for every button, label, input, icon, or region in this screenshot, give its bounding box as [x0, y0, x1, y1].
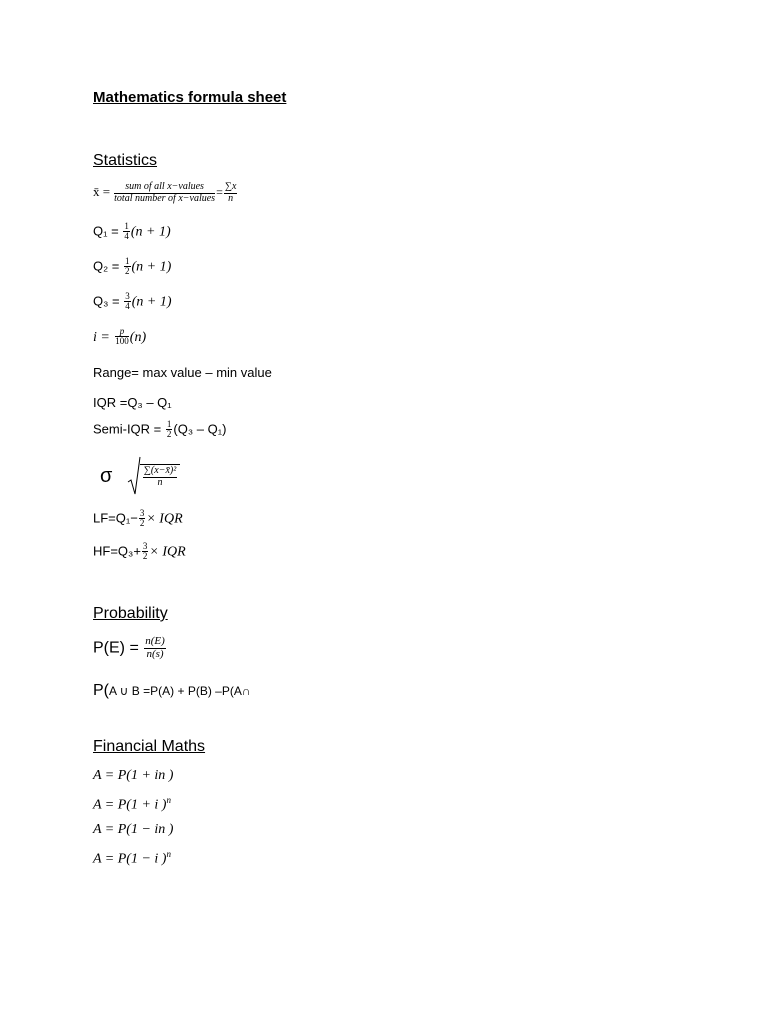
q2-formula: [93, 257, 171, 277]
q2-num: 1: [125, 256, 130, 266]
statistics-heading: Statistics: [93, 152, 158, 169]
semi-iqr-fraction: [166, 420, 173, 440]
q2-rest: (n + 1): [131, 259, 172, 275]
hf-den: 2: [142, 551, 148, 562]
f4-exponent: n: [166, 849, 171, 859]
probability-heading: Probability: [93, 605, 168, 622]
q3-fraction: [124, 292, 131, 312]
iqr-formula: IQR =Q₃ – Q₁: [93, 395, 172, 410]
semi-iqr-label: Semi-IQR =: [93, 421, 162, 437]
pe-formula: [93, 636, 167, 660]
pe-label: P(E) =: [93, 639, 139, 657]
union-prefix: P(: [93, 682, 109, 699]
mean-equals: =: [216, 184, 223, 199]
i-num: p: [115, 327, 129, 337]
q1-formula: [93, 222, 171, 242]
mean-lhs: x̄ =: [93, 183, 111, 199]
union-rest: A ∪ B =P(A) + P(B) –P(A∩: [109, 684, 251, 698]
semi-iqr-den: 2: [166, 429, 172, 440]
q3-formula: [93, 292, 172, 312]
q2-den: 2: [125, 266, 130, 277]
q1-fraction: [123, 222, 130, 242]
sigma-fraction: [143, 466, 177, 488]
mean-denominator: total number of x−values: [114, 192, 216, 204]
financial-heading: Financial Maths: [93, 738, 206, 755]
lf-fraction: [139, 509, 146, 529]
sigma-formula: [100, 456, 180, 496]
compound-interest-formula: [93, 795, 171, 814]
lower-fence-formula: [93, 509, 183, 529]
lf-num: 3: [139, 508, 145, 518]
percentile-formula: [93, 327, 146, 347]
q3-rest: (n + 1): [131, 294, 172, 310]
pe-num: n(E): [145, 635, 165, 647]
mean-numerator: sum of all x−values: [114, 182, 215, 194]
q3-num: 3: [125, 291, 130, 301]
radical-icon: [127, 456, 141, 496]
simple-interest-formula: A = P(1 + in ): [93, 768, 174, 783]
hf-fraction: [142, 542, 149, 562]
lf-label: LF=Q₁−: [93, 510, 138, 526]
semi-iqr-rest: (Q₃ – Q₁): [173, 421, 227, 437]
lf-den: 2: [139, 518, 145, 529]
union-formula: [93, 682, 250, 700]
mean-numerator-2: ∑x: [224, 181, 237, 192]
i-fraction: [115, 327, 129, 347]
q2-label: Q₂ =: [93, 258, 120, 274]
pe-fraction: [144, 636, 166, 660]
i-den: 100: [115, 336, 129, 347]
page-title: Mathematics formula sheet: [93, 89, 287, 106]
sigma-symbol: σ: [100, 464, 113, 487]
mean-fraction-2: [224, 182, 238, 204]
hf-num: 3: [142, 541, 148, 551]
mean-fraction: [114, 182, 215, 204]
sigma-den: n: [157, 476, 163, 488]
mean-denominator-2: n: [228, 192, 234, 204]
lf-rest: × IQR: [146, 511, 183, 527]
q2-fraction: [124, 257, 131, 277]
sigma-num: ∑(x−x̄)²: [143, 465, 177, 476]
upper-fence-formula: [93, 542, 186, 562]
q1-label: Q₁ =: [93, 223, 119, 239]
mean-formula: [93, 182, 238, 204]
q1-rest: (n + 1): [130, 224, 171, 240]
hf-rest: × IQR: [149, 544, 186, 560]
range-formula: Range= max value – min value: [93, 365, 272, 380]
straight-line-depreciation-formula: A = P(1 − in ): [93, 822, 174, 837]
hf-label: HF=Q₃+: [93, 543, 141, 559]
pe-den: n(s): [146, 647, 164, 660]
sqrt-sign: [127, 456, 180, 496]
f2-base: A = P(1 + i ): [93, 797, 167, 813]
reducing-balance-formula: [93, 849, 171, 868]
i-label: i =: [93, 330, 110, 346]
q1-den: 4: [124, 231, 129, 242]
f4-base: A = P(1 − i ): [93, 851, 167, 867]
semi-iqr-num: 1: [166, 419, 172, 429]
semi-iqr-formula: [93, 420, 226, 440]
q3-den: 4: [125, 301, 130, 312]
f2-exponent: n: [166, 795, 171, 805]
q1-num: 1: [124, 221, 129, 231]
i-rest: (n): [129, 330, 147, 346]
q3-label: Q₃ =: [93, 293, 120, 309]
